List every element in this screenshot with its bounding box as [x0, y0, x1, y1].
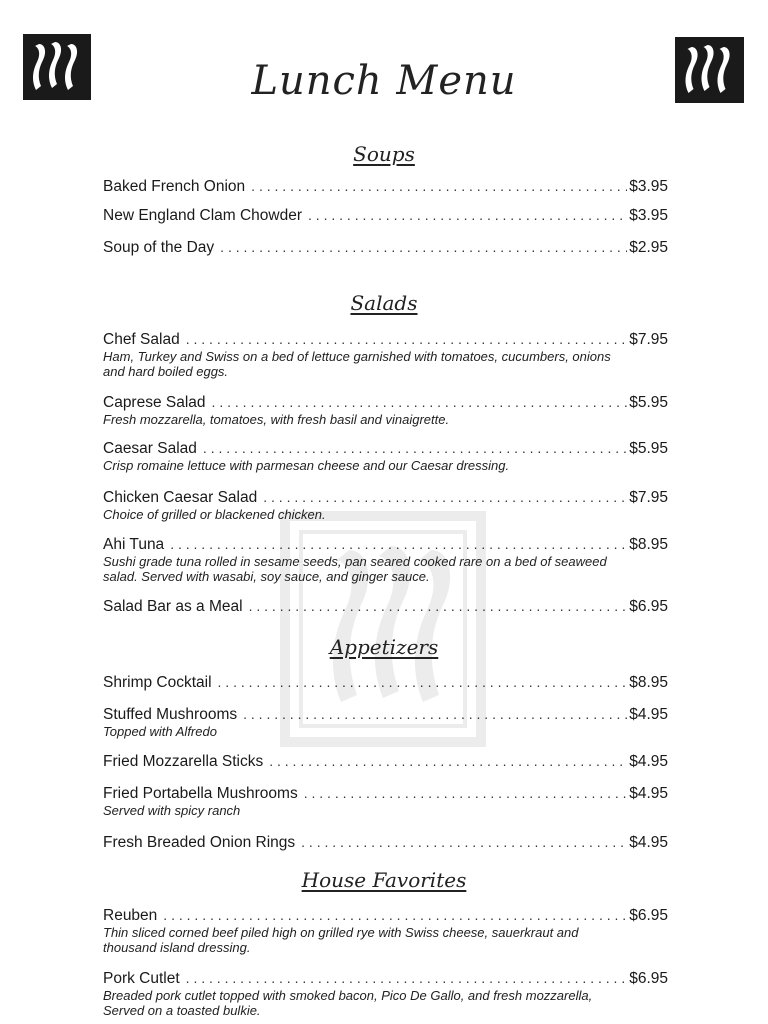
leader-dots: [243, 705, 627, 723]
item-name: Chicken Caesar Salad: [103, 489, 258, 506]
section-heading-house-favorites: House Favorites: [301, 868, 467, 892]
leader-dots: [203, 439, 627, 457]
leader-dots: [170, 535, 627, 553]
menu-item: [103, 393, 668, 427]
item-description: Thin sliced corned beef piled high on grilled rye with Swiss cheese, sauerkraut and thousand island dressing.: [103, 925, 579, 955]
item-price: $8.95: [629, 674, 668, 691]
menu-item: [103, 969, 668, 1018]
item-description: Fresh mozzarella, tomatoes, with fresh basil and vinaigrette.: [103, 412, 450, 427]
menu-item: [103, 535, 668, 584]
leader-dots: [218, 673, 628, 691]
item-name: Caesar Salad: [103, 440, 197, 457]
item-name: Salad Bar as a Meal: [103, 598, 243, 615]
item-name: Reuben: [103, 907, 158, 924]
item-description: Sushi grade tuna rolled in sesame seeds, pan seared cooked rare on a bed of seaweed salad. Served with wasabi, soy sauce, and ginger sauce.: [103, 554, 607, 584]
item-name: Stuffed Mushrooms: [103, 706, 238, 723]
item-price: $5.95: [629, 440, 668, 457]
item-name: Chef Salad: [103, 331, 180, 348]
menu-item: [103, 439, 668, 473]
item-price: $4.95: [629, 753, 668, 770]
item-price: $7.95: [629, 489, 668, 506]
item-name: Ahi Tuna: [103, 536, 165, 553]
menu-item: [103, 206, 668, 225]
leader-dots: [301, 833, 627, 851]
leader-dots: [212, 393, 628, 411]
menu-item: [103, 705, 668, 739]
item-price: $6.95: [629, 970, 668, 987]
item-price: $4.95: [629, 706, 668, 723]
item-description: Served with spicy ranch: [103, 803, 241, 818]
menu-item: [103, 673, 668, 692]
item-description: Breaded pork cutlet topped with smoked bacon, Pico De Gallo, and fresh mozzarella, Served on a toasted bulkie.: [103, 988, 593, 1018]
item-name: Soup of the Day: [103, 239, 215, 256]
menu-item: [103, 784, 668, 818]
menu-item: [103, 752, 668, 771]
item-price: $3.95: [629, 178, 668, 195]
item-price: $7.95: [629, 331, 668, 348]
leader-dots: [220, 238, 627, 256]
item-price: $5.95: [629, 394, 668, 411]
item-price: $6.95: [629, 907, 668, 924]
menu-item: [103, 330, 668, 379]
item-name: New England Clam Chowder: [103, 207, 303, 224]
menu-item: [103, 488, 668, 522]
item-price: $4.95: [629, 834, 668, 851]
leader-dots: [308, 206, 627, 224]
item-price: $4.95: [629, 785, 668, 802]
leader-dots: [186, 330, 628, 348]
leader-dots: [251, 177, 627, 195]
item-name: Caprese Salad: [103, 394, 206, 411]
item-description: Choice of grilled or blackened chicken.: [103, 507, 326, 522]
item-name: Fried Portabella Mushrooms: [103, 785, 298, 802]
menu-item: [103, 238, 668, 257]
item-description: Topped with Alfredo: [103, 724, 217, 739]
menu-item: [103, 597, 668, 616]
leader-dots: [186, 969, 628, 987]
menu-item: [103, 906, 668, 955]
menu-item: [103, 177, 668, 196]
section-heading-appetizers: Appetizers: [329, 635, 439, 659]
section-heading-soups: Soups: [353, 142, 415, 166]
leader-dots: [249, 597, 628, 615]
menu-title: Lunch Menu: [251, 58, 517, 104]
item-description: Crisp romaine lettuce with parmesan cheese and our Caesar dressing.: [103, 458, 510, 473]
section-heading-salads: Salads: [350, 291, 418, 315]
item-description: Ham, Turkey and Swiss on a bed of lettuce garnished with tomatoes, cucumbers, onions and hard boiled eggs.: [103, 349, 611, 379]
menu-item: [103, 833, 668, 852]
item-price: $8.95: [629, 536, 668, 553]
item-price: $3.95: [629, 207, 668, 224]
item-price: $6.95: [629, 598, 668, 615]
item-name: Baked French Onion: [103, 178, 246, 195]
item-name: Shrimp Cocktail: [103, 674, 212, 691]
leader-dots: [163, 906, 627, 924]
item-price: $2.95: [629, 239, 668, 256]
item-name: Pork Cutlet: [103, 970, 180, 987]
item-name: Fried Mozzarella Sticks: [103, 753, 264, 770]
item-name: Fresh Breaded Onion Rings: [103, 834, 296, 851]
leader-dots: [304, 784, 628, 802]
leader-dots: [269, 752, 627, 770]
leader-dots: [263, 488, 627, 506]
